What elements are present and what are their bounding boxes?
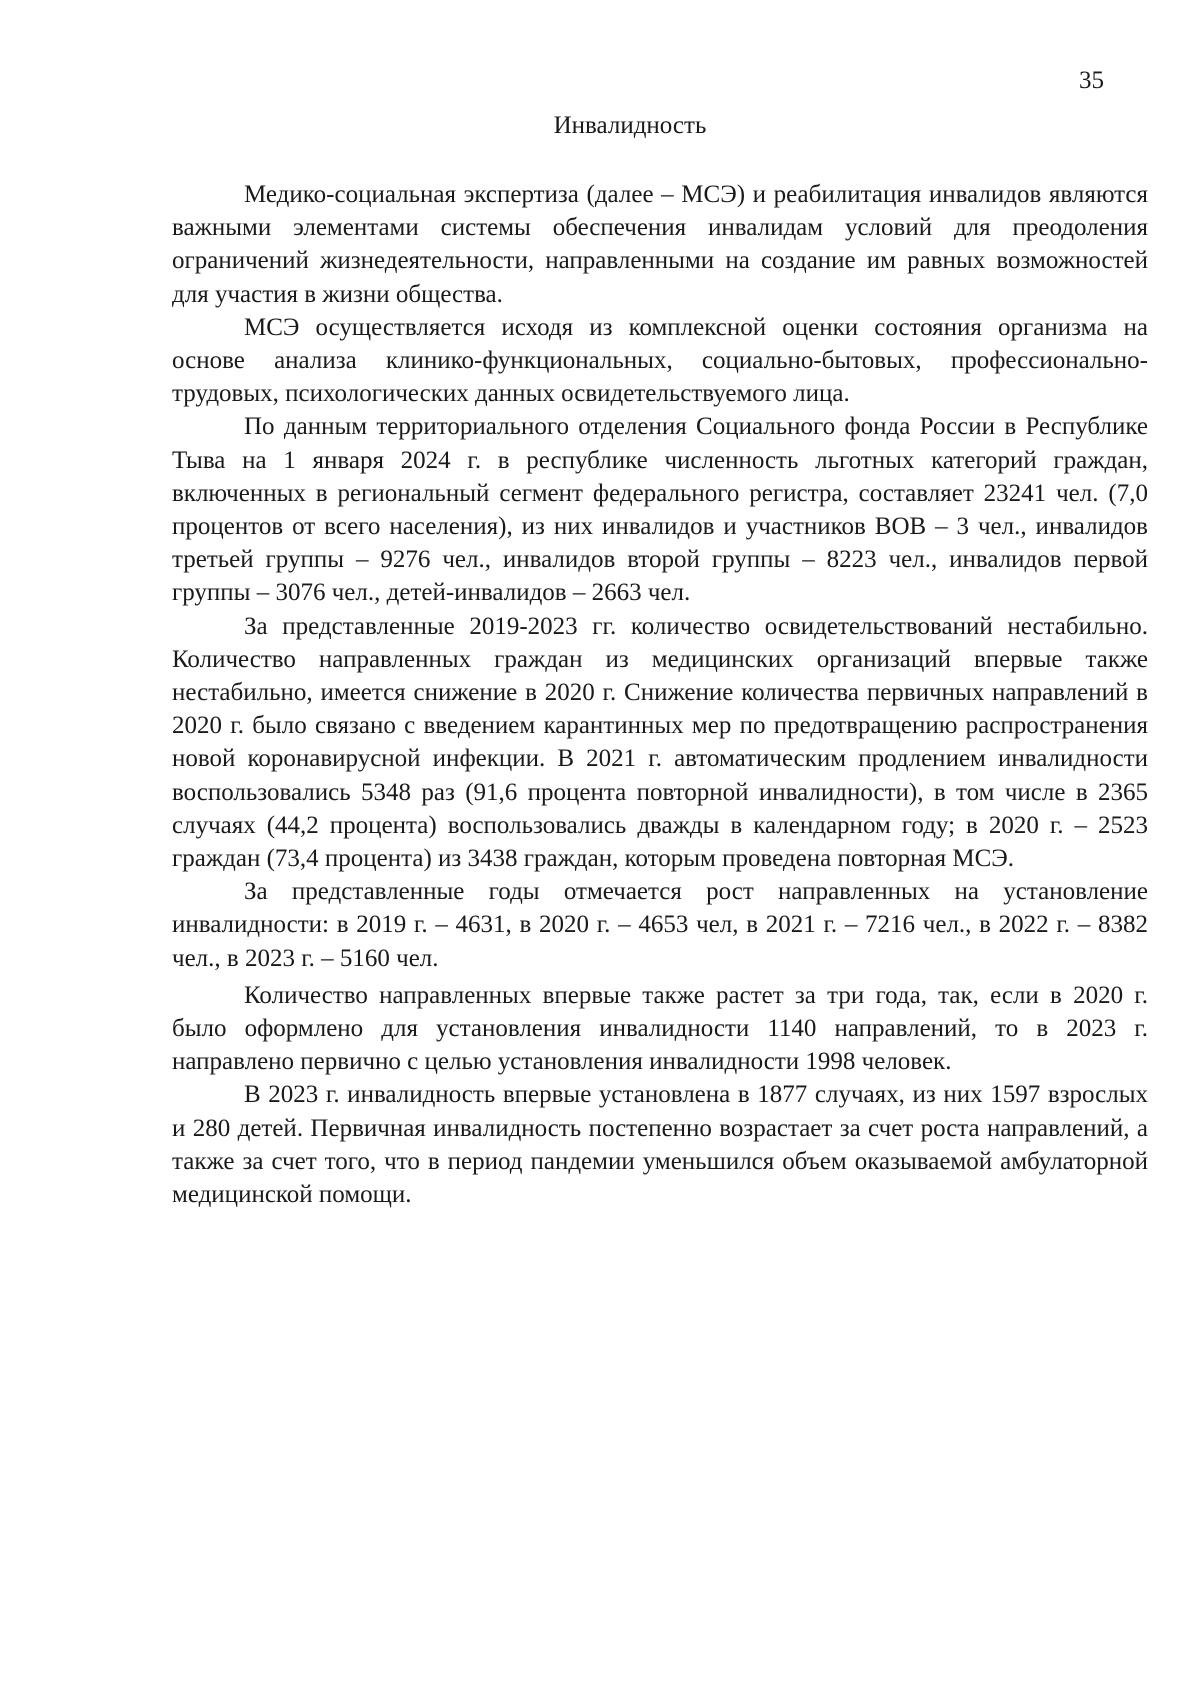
paragraph-primary-referrals: Количество направленных впервые также растет за три года, так, если в 2020 г. было оформлено для установления инвалидности 1140 направлений, то в 2023 г. направлено первично с целью установления инвалидности 1998 человек. [172,981,1148,1076]
paragraph-mse-definition: Медико-социальная экспертиза (далее – МСЭ) и реабилитация инвалидов являются важными элементами системы обеспечения инвалидам условий для преодоления ограничений жизнедеятельности, направленными на создание им равных возможностей для участия в жизни общества. [172,181,1148,308]
page-number: 35 [1079,67,1104,94]
paragraph-primary-disability: В 2023 г. инвалидность впервые установлена в 1877 случаях, из них 1597 взрослых и 280 детей. Первичная инвалидность постепенно возрастает за счет роста направлений, а также за счет того, что в период пандемии уменьшился объем оказываемой амбулаторной медицинской помощи. [172,1081,1148,1209]
paragraph-examinations-dynamics: За представленные 2019-2023 гг. количество освидетельствований нестабильно. Количество направленных граждан из медицинских организаций впервые также нестабильно, имеется снижение в 2020 г. Снижение количества первичных направлений в 2020 г. было связано с введением карантинных мер по предотвращению распространения новой коронавирусной инфекции. В 2021 г. автоматическим продлением инвалидности воспользовались 5348 раз (91,6 процента повторной инвалидности), в том числе в 2365 случаях (44,2 процента) воспользовались дважды в календарном году; в 2020 г. – 2523 граждан (73,4 процента) из 3438 граждан, которым проведена повторная МСЭ. [172,612,1148,873]
body-text [172,178,1148,1211]
paragraph-referrals-growth: За представленные годы отмечается рост направленных на установление инвалидности: в 2019 г. – 4631, в 2020 г. – 4653 чел, в 2021 г. – 7216 чел., в 2022 г. – 8382 чел., в 2023 г. – 5160 чел. [172,878,1148,972]
paragraph-register-statistics: По данным территориального отделения Социального фонда России в Республике Тыва на 1 января 2024 г. в республике численность льготных категорий граждан, включенных в региональный сегмент федерального регистра, составляет 23241 чел. (7,0 процентов от всего населения), из них инвалидов и участников ВОВ – 3 чел., инвалидов третьей группы – 9276 чел., инвалидов второй группы – 8223 чел., инвалидов первой группы – 3076 чел., детей-инвалидов – 2663 чел. [172,413,1148,607]
section-title: Инвалидность [553,112,707,139]
paragraph-mse-assessment: МСЭ осуществляется исходя из комплексной оценки состояния организма на основе анализа клинико-функциональных, социально-бытовых, профессионально-трудовых, психологических данных освидетельствуемого лица. [172,313,1148,408]
